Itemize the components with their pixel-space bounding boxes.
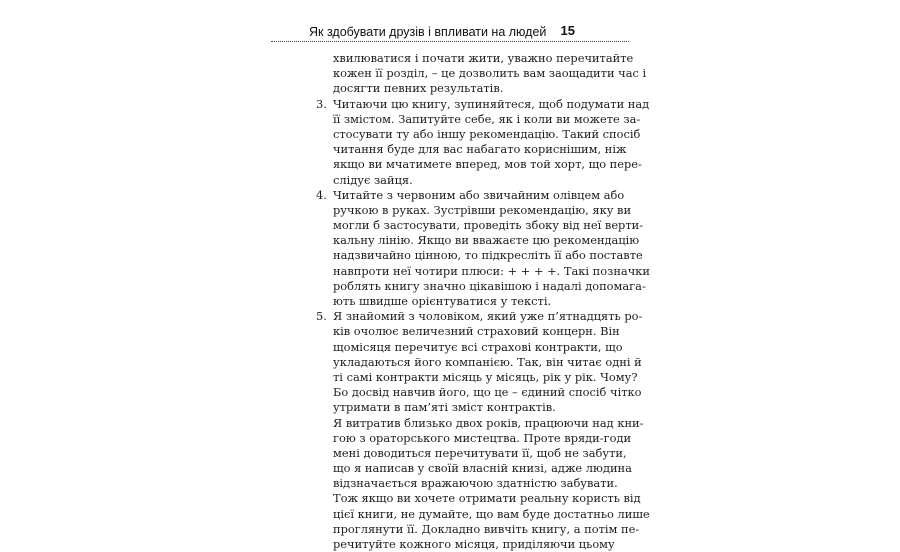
text-line: ручкою в руках. Зустрівши рекомендацію, яку ви (333, 202, 632, 217)
text-line: її змістом. Запитуйте себе, як і коли ви можете за- (333, 111, 641, 126)
text-line: роблять книгу значно цікавішою і надалі допомага- (333, 278, 646, 293)
text-line: ті самі контракти місяць у місяць, рік у рік. Чому? (333, 369, 638, 384)
text-line: мені доводиться перечитувати її, щоб не забути, (333, 445, 627, 460)
page-body (316, 51, 650, 552)
text-line: речитуйте кожного місяця, приділяючи цьому (333, 537, 615, 551)
text-line: ють швидше орієнтуватися у тексті. (333, 294, 552, 308)
header-dotted-rule (271, 41, 629, 42)
text-line: утримати в пам’яті зміст контрактів. (333, 400, 556, 415)
list-item-number: 4. (316, 187, 327, 202)
text-line: Читаючи цю книгу, зупиняйтеся, щоб подумати над (333, 96, 650, 111)
text-line: цієї книги, не думайте, що вам буде достатньо лише (333, 506, 650, 521)
text-line: кожен її розділ, – це дозволить вам заощадити час і (333, 66, 647, 81)
list-item-number: 5. (316, 309, 327, 324)
page-number: 15 (560, 23, 575, 38)
text-line: щомісяця перечитує всі страхові контракти, що (333, 339, 623, 354)
text-line: Читайте з червоним або звичайним олівцем або (333, 187, 625, 202)
text-line: гою з ораторського мистецтва. Проте вряди-годи (333, 430, 632, 445)
text-line: досягти певних результатів. (333, 81, 504, 96)
text-line: ків очолює величезний страховий концерн. Він (333, 324, 620, 339)
list-item-number: 3. (316, 96, 327, 111)
text-line: хвилюватися і почати жити, уважно перечитайте (333, 51, 634, 65)
text-line: відзначається вражаючою здатністю забувати. (333, 476, 618, 491)
list-item-5 (316, 309, 643, 415)
text-line: що я написав у своїй власній книзі, адже людина (333, 461, 632, 476)
text-line: надзвичайно цінною, то підкресліть її або поставте (333, 248, 643, 263)
list-item-3 (316, 96, 650, 188)
text-line: Тож якщо ви хочете отримати реальну користь від (333, 491, 641, 506)
page-header (271, 24, 629, 42)
text-line: читання буде для вас набагато кориснішим, ніж (333, 142, 627, 157)
body-paragraph (316, 415, 644, 492)
text-line: могли б застосувати, проведіть збоку від неї верти- (333, 218, 644, 233)
text-line: кальну лінію. Якщо ви вважаєте цю рекомендацію (333, 233, 640, 248)
list-item-4 (316, 187, 650, 310)
text-line: Я знайомий з чоловіком, який уже п’ятнадцять ро- (333, 309, 643, 324)
text-line: навпроти неї чотири плюси: + + + +. Такі позначки (333, 263, 650, 278)
text-line: Я витратив близько двох років, працюючи над кни- (333, 415, 644, 430)
text-line: укладаються його компанією. Так, він читає одні й (333, 354, 642, 369)
intro-continuation (316, 51, 647, 97)
running-head: Як здобувати друзів і впливати на людей (309, 25, 547, 39)
text-line: слідує зайця. (333, 172, 413, 187)
body-paragraph (316, 491, 650, 552)
text-line: Бо досвід навчив його, що це – єдиний спосіб чітко (333, 385, 642, 400)
text-line: стосувати ту або іншу рекомендацію. Такий спосіб (333, 126, 641, 141)
text-line: проглянути її. Докладно вивчіть книгу, а потім пе- (333, 521, 640, 536)
text-line: якщо ви мчатимете вперед, мов той хорт, що пере- (333, 157, 642, 172)
